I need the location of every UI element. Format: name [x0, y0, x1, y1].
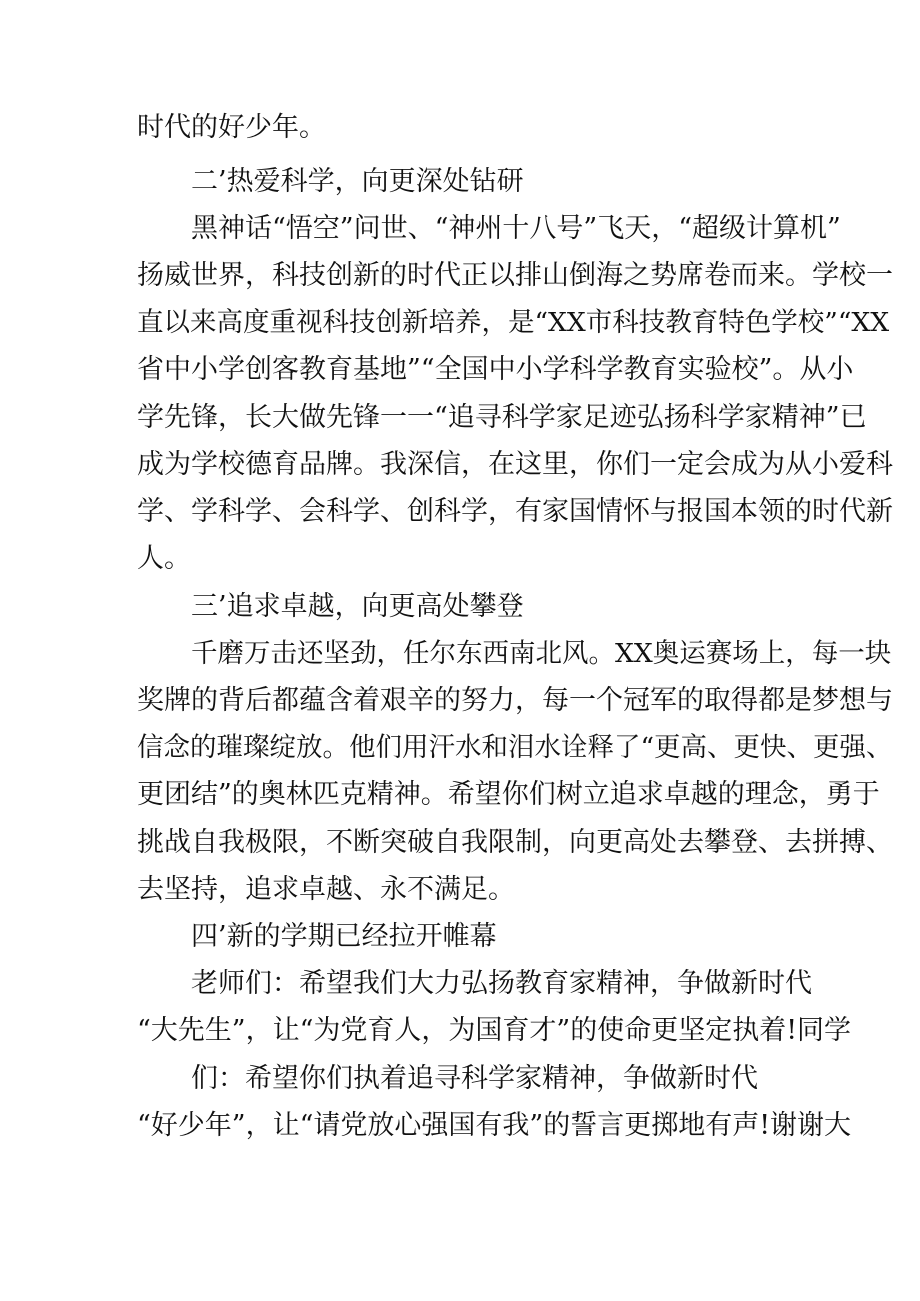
- text-line: 们：希望你们执着追寻科学家精神，争做新时代: [191, 1063, 758, 1094]
- text-line: 学先锋，长大做先锋一一“追寻科学家足迹弘扬科学家精神”已: [137, 402, 867, 433]
- text-line: 信念的璀璨绽放。他们用汗水和泪水诠释了“更高、更快、更强、: [137, 732, 893, 763]
- text-line: “好少年”，让“请党放心强国有我”的誓言更掷地有声!谢谢大: [137, 1110, 852, 1141]
- text-line: 省中小学创客教育基地”“全国中小学科学教育实验校”。从小: [137, 354, 854, 385]
- text-line: 黑神话“悟空”问世、“神州十八号”飞天，“超级计算机”: [191, 213, 841, 244]
- text-line: 人。: [137, 543, 191, 574]
- text-line: 时代的好少年。: [137, 112, 326, 143]
- text-line: 更团结”的奥林匹克精神。希望你们树立追求卓越的理念，勇于: [137, 779, 880, 810]
- section-heading: 二’热爱科学，向更深处钻研: [191, 166, 524, 197]
- text-line: 老师们：希望我们大力弘扬教育家精神，争做新时代: [191, 968, 812, 999]
- text-line: 挑战自我极限，不断突破自我限制，向更高处去攀登、去拼搏、: [137, 827, 893, 858]
- section-heading: 四’新的学期已经拉开帷幕: [191, 921, 497, 952]
- text-line: 成为学校德育品牌。我深信，在这里，你们一定会成为从小爱科: [137, 449, 893, 480]
- text-line: 千磨万击还坚劲，任尔东西南北风。XX奥运赛场上，每一块: [191, 638, 892, 669]
- text-line: 直以来高度重视科技创新培养，是“XX市科技教育特色学校”“XX: [137, 307, 890, 338]
- text-line: “大先生”，让“为党育人，为国育才”的使命更坚定执着!同学: [137, 1015, 852, 1046]
- text-line: 学、学科学、会科学、创科学，有家国情怀与报国本领的时代新: [137, 496, 893, 527]
- section-heading: 三’追求卓越，向更高处攀登: [191, 591, 524, 622]
- text-line: 去坚持，追求卓越、永不满足。: [137, 874, 515, 905]
- text-line: 扬威世界，科技创新的时代正以排山倒海之势席卷而来。学校一: [137, 260, 893, 291]
- text-line: 奖牌的背后都蕴含着艰辛的努力，每一个冠军的取得都是梦想与: [137, 685, 893, 716]
